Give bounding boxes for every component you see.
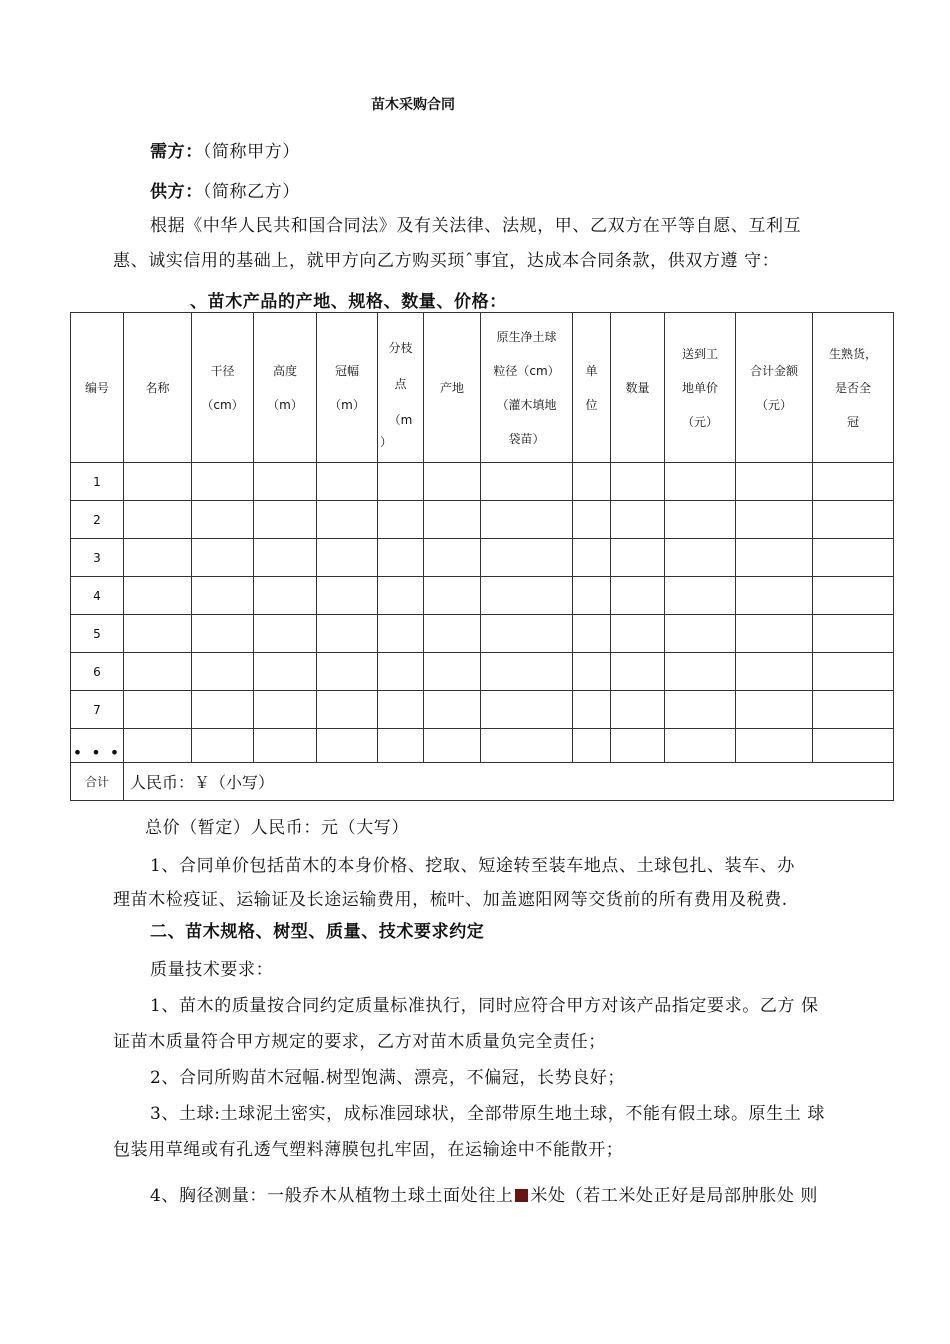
total-amount-text: 人民币：￥（小写） <box>124 763 894 801</box>
quality-3-line-2: 包装用草绳或有孔透气塑料薄膜包扎牢固，在运输途中不能散开； <box>113 1140 624 1160</box>
quality-3-line-1: 3、土球:土球泥土密实，成标准园球状，全部带原生地土球，不能有假土球。原生土 球 <box>150 1104 825 1124</box>
quality-4-text-b: 米处（若工米处正好是局部肿胀处 则 <box>530 1186 819 1206</box>
header-height: 高度 （m） <box>254 313 317 463</box>
table-row-ellipsis <box>71 729 894 763</box>
clause-1-line-1: 1、合同单价包括苗木的本身价格、挖取、短途转至装车地点、土球包扎、装车、办 <box>150 856 796 876</box>
header-goods-type: 生熟货， 是否全 冠 <box>813 313 894 463</box>
buyer-line <box>150 134 300 170</box>
header-quantity: 数量 <box>611 313 665 463</box>
header-name: 名称 <box>124 313 192 463</box>
section-2-heading: 二、苗木规格、树型、质量、技术要求约定 <box>150 922 485 942</box>
quality-1-line-1: 1、苗木的质量按合同约定质量标准执行，同时应符合甲方对该产品指定要求。乙方 保 <box>150 996 819 1016</box>
seller-note: （简称乙方） <box>202 182 300 202</box>
header-branch-point: 分枝 点 （m ） <box>378 313 424 463</box>
quality-1-line-2: 证苗木质量符合甲方规定的要求，乙方对苗木质量负完全责任； <box>113 1032 606 1052</box>
quality-2: 2、合同所购苗木冠幅.树型饱满、漂亮，不偏冠，长势良好； <box>150 1068 626 1088</box>
section-1-heading: 、苗木产品的产地、规格、数量、价格： <box>190 292 507 312</box>
row-number: 2 <box>71 501 124 539</box>
quality-4-line-1 <box>150 1178 818 1214</box>
row-number: 5 <box>71 615 124 653</box>
seller-line <box>150 174 300 210</box>
doc-title: 苗木采购合同 <box>371 97 455 113</box>
quality-4-text-a: 4、胸径测量：一般乔木从植物土球土面处往上 <box>150 1186 514 1206</box>
table-row <box>71 539 894 577</box>
intro-line-2: 惠、诚实信用的基础上，就甲方向乙方购买顼ˆ事宜，达成本合同条款，供双方遵 守： <box>113 251 780 271</box>
total-price-line: 总价（暂定）人民币：元（大写） <box>145 818 409 838</box>
table-row <box>71 691 894 729</box>
header-number: 编号 <box>71 313 124 463</box>
header-origin: 产地 <box>424 313 481 463</box>
table-header-row <box>71 313 894 463</box>
header-soil-ball: 原生净土球 粒径（cm） （灌木填地 袋苗） <box>481 313 573 463</box>
header-unit: 单 位 <box>573 313 611 463</box>
product-table <box>70 312 894 801</box>
table-row <box>71 577 894 615</box>
seller-label: 供方： <box>150 182 203 202</box>
table-total-row <box>71 763 894 801</box>
intro-line-1: 根据《中华人民共和国合同法》及有关法律、法规，甲、乙双方在平等自愿、互利互 <box>150 216 802 236</box>
row-number: 4 <box>71 577 124 615</box>
header-unit-price: 送到工 地单价 （元） <box>665 313 736 463</box>
row-number: 1 <box>71 463 124 501</box>
clause-1-line-2: 理苗木检疫证、运输证及长途运输费用，梳叶、加盖遮阳网等交货前的所有费用及税费. <box>113 890 788 910</box>
row-number: 7 <box>71 691 124 729</box>
quality-heading: 质量技术要求： <box>150 960 274 980</box>
row-number: 6 <box>71 653 124 691</box>
total-label: 合计 <box>71 763 124 801</box>
table-row <box>71 463 894 501</box>
table-row <box>71 653 894 691</box>
header-crown-width: 冠幅 （m） <box>317 313 378 463</box>
buyer-note: （简称甲方） <box>202 142 300 162</box>
header-trunk-diameter: 干径 （cm） <box>192 313 254 463</box>
header-total-amount: 合计金额 （元） <box>736 313 813 463</box>
table-row <box>71 501 894 539</box>
table-row <box>71 615 894 653</box>
redacted-mark <box>515 1189 528 1202</box>
ellipsis-marker: • • • <box>71 729 124 763</box>
row-number: 3 <box>71 539 124 577</box>
buyer-label: 需方： <box>150 142 203 162</box>
